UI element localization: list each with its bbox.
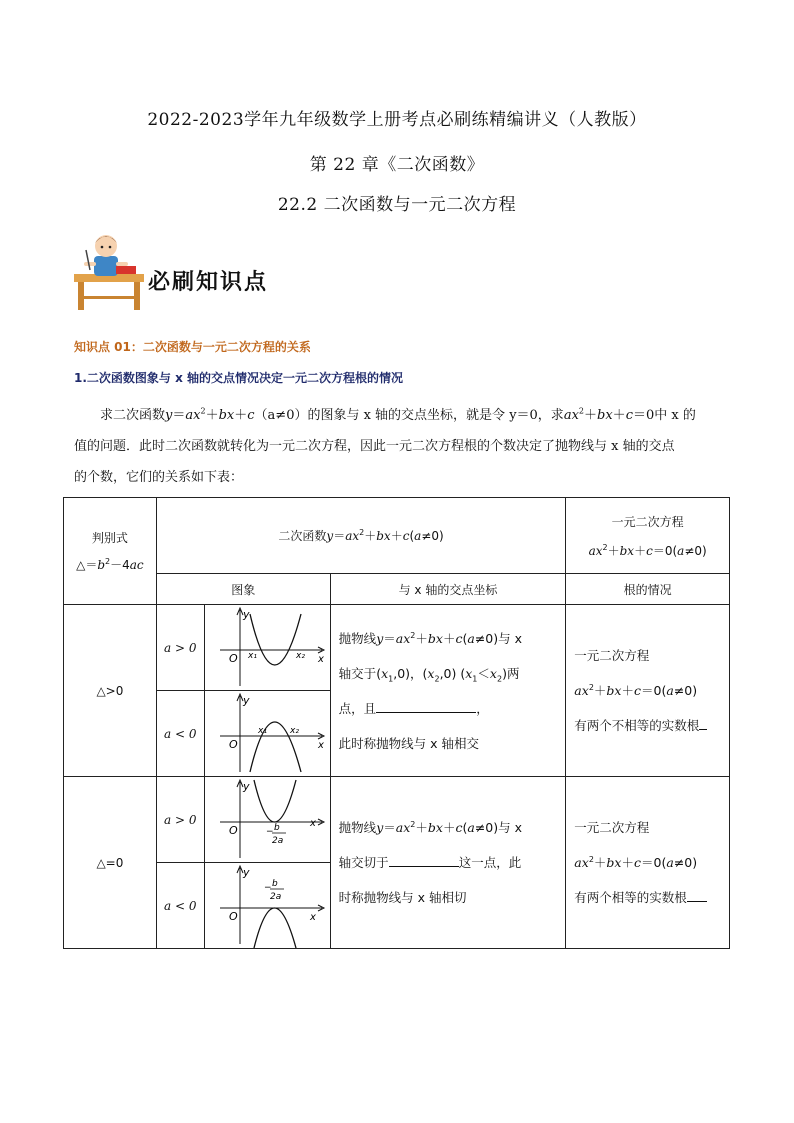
svg-text:2a: 2a [272,835,284,846]
answer-blank[interactable] [376,698,476,713]
svg-text:x₂: x₂ [296,650,306,661]
section-title: 22.2 二次函数与一元二次方程 [277,195,517,215]
col-intersection-header: 与 x 轴的交点坐标 [330,574,566,605]
svg-text:y: y [243,779,250,793]
svg-text:x: x [318,739,325,751]
graph-one-root-down [204,863,330,949]
svg-text:O: O [229,823,238,837]
svg-text:x: x [310,911,317,923]
relationship-table [63,497,730,949]
svg-text:O: O [229,737,238,751]
svg-text:−: − [266,826,274,837]
knowledge-point-label: 知识点 01：二次函数与一元二次方程的关系 [74,340,311,354]
a-positive-label: a > 0 [156,777,204,863]
graph-one-root-up [204,777,330,863]
answer-blank[interactable] [389,852,459,867]
a-negative-label: a < 0 [156,863,204,949]
svg-text:y: y [243,693,250,707]
cond-zero: △=0 [64,777,157,949]
section-heading: 1.二次函数图象与 x 轴的交点情况决定一元二次方程根的情况 [74,371,404,385]
a-negative-label: a < 0 [156,691,204,777]
svg-text:−: − [264,882,272,893]
svg-text:x₁: x₁ [248,650,258,661]
svg-text:x: x [318,653,325,665]
banner-label: 必刷知识点 [148,270,269,295]
answer-blank[interactable] [699,715,707,730]
svg-text:y: y [243,865,250,879]
graph-two-roots-down [204,691,330,777]
col-roots-header: 根的情况 [566,574,730,605]
intro-paragraph: 求二次函数$y=ax^2+bx+c(a\ne 0)$的图象与 x 轴的交点坐标，就是令 y＝0，求$ax^2+bx+c=0$中 x 的 值的问题．此时二次函数就转化为一元二次方程，因此一元二次方程根的个数决定了抛物线与 x 轴的交点 的个数，它们的关系如下表： [74,406,696,485]
a-positive-label: a > 0 [156,605,204,691]
svg-text:b: b [272,878,278,889]
svg-text:O: O [229,909,238,923]
document-title: 2022-2023学年九年级数学上册考点必刷练精编讲义（人教版） [147,110,647,130]
discriminant-header: 判别式 $\triangle=b^2-4ac$ [64,498,157,605]
intersection-note-zero: 抛物线$y=ax^2+bx+c(a\ne 0)$与 x 轴交切于 这一点，此 时称抛物线与 x 轴相切 [330,777,566,949]
col-graph-header: 图象 [156,574,330,605]
equation-header: 一元二次方程 $ax^2+bx+c=0(a\ne 0)$ [566,498,730,574]
graph-two-roots-up [204,605,330,691]
intersection-note-positive: 抛物线$y=ax^2+bx+c(a\ne 0)$与 x 轴交于$(x_1,0)$，$(x_2,0)$ $(x_1<x_2)$两 点，且 ， 此时称抛物线与 x 轴相交 [330,605,566,777]
svg-text:y: y [243,607,250,621]
roots-note-zero: 一元二次方程 $ax^2+bx+c=0(a\ne 0)$ 有两个相等的实数根 [566,777,730,949]
svg-text:x₁: x₁ [258,725,268,736]
roots-note-positive: 一元二次方程 $ax^2+bx+c=0(a\ne 0)$ 有两个不相等的实数根 [566,605,730,777]
answer-blank[interactable] [687,887,707,902]
svg-text:b: b [274,822,280,833]
svg-text:x: x [310,817,317,829]
function-header: 二次函数$y=ax^2+bx+c(a\ne 0)$ [156,498,566,574]
svg-text:2a: 2a [270,891,282,902]
svg-text:x₂: x₂ [290,725,300,736]
svg-text:O: O [229,651,238,665]
cond-positive: △>0 [64,605,157,777]
chapter-title: 第 22 章《二次函数》 [309,155,485,175]
